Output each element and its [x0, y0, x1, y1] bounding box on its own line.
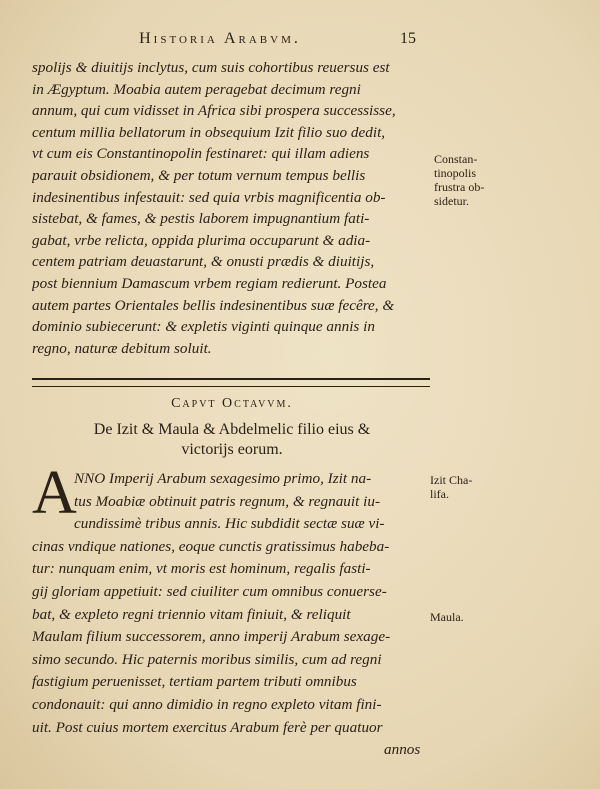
margin-note-line: Constan-: [434, 152, 478, 166]
section-one-text: [32, 57, 432, 359]
chapter-text: [32, 468, 432, 762]
text-line: vt cum eis Constantinopolin festinaret: qui illam adiens: [32, 145, 370, 163]
text-line: regno, naturæ debitum soluit.: [32, 339, 212, 357]
drop-cap-initial: A: [32, 459, 77, 527]
margin-note-line: Izit Cha-: [430, 473, 473, 487]
text-line: gij gloriam appetiuit: sed ciuiliter cum omnibus conuerse-: [32, 582, 387, 600]
text-line: in Ægyptum. Moabia autem peragebat decimum regni: [32, 80, 361, 98]
text-line: condonauit: qui anno dimidio in regno expleto vitam fini-: [32, 695, 382, 713]
text-line: parauit obsidionem, & per totum vernum tempus bellis: [32, 166, 366, 184]
text-line: cundissimè tribus annis. Hic subdidit sectæ suæ vi-: [74, 515, 385, 533]
text-line: gabat, vrbe relicta, oppida plurima occuparunt & adia-: [32, 231, 371, 249]
text-line: uit. Post cuius mortem exercitus Arabum ferè per quatuor: [32, 718, 383, 736]
text-line: annum, qui cum vidisset in Africa sibi prospera successisse,: [32, 102, 396, 120]
margin-note-maula: Maula.: [430, 610, 464, 624]
text-line: tur: nunquam enim, vt moris est hominum, regalis fasti-: [32, 560, 371, 578]
text-line: autem partes Orientales bellis indesinentibus suæ fecêre, &: [32, 296, 395, 314]
margin-note-line: lifa.: [430, 487, 449, 501]
text-line: NNO Imperij Arabum sexagesimo primo, Izit na-: [74, 470, 372, 487]
text-line: bat, & expleto regni triennio vitam finiuit, & reliquit: [32, 605, 351, 623]
text-line: fastigium peruenisset, tertiam partem tributi omnibus: [32, 673, 357, 691]
section-divider-rule: [32, 378, 430, 387]
margin-note-line: sidetur.: [434, 194, 469, 208]
text-line: Maulam filium successorem, anno imperij Arabum sexage-: [32, 628, 391, 646]
chapter-title-line: De Izit & Maula & Abdelmelic filio eius &: [93, 421, 371, 438]
chapter-title-line: victorijs eorum.: [181, 441, 283, 458]
text-line: post biennium Damascum vrbem regiam redierunt. Postea: [32, 274, 387, 292]
catchword: annos: [384, 741, 421, 759]
running-title: Historia Arabvm.: [139, 30, 301, 47]
text-line: cinas vndique nationes, eoque cunctis gratissimus habeba-: [32, 537, 390, 555]
chapter-heading: Capvt Octavvm.: [171, 396, 293, 411]
text-line: dominio subiecerunt: & expletis viginti quinque annis in: [32, 318, 375, 336]
margin-note-line: frustra ob-: [434, 180, 485, 194]
text-line: indesinentibus infestauit: sed quia vrbis magnificentia ob-: [32, 188, 386, 206]
margin-note-line: tinopolis: [434, 166, 477, 180]
margin-note-izit: [430, 473, 472, 501]
text-line: simo secundo. Hic paternis moribus similis, cum ad regni: [32, 650, 382, 668]
text-line: centum millia bellatorum in obsequium Izit filio suo dedit,: [32, 123, 386, 141]
page-number: 15: [400, 30, 416, 47]
margin-note-constantinopolis: [434, 152, 484, 208]
text-line: tus Moabiæ obtinuit patris regnum, & regnauit iu-: [74, 492, 381, 510]
text-line: centem patriam deuastarunt, & onusti prædis & diuitijs,: [32, 253, 375, 271]
text-line: sistebat, & fames, & pestis laborem impugnantium fati-: [32, 210, 370, 228]
chapter-title: [32, 420, 432, 460]
text-line: spolijs & diuitijs inclytus, cum suis cohortibus reuersus est: [32, 59, 390, 76]
